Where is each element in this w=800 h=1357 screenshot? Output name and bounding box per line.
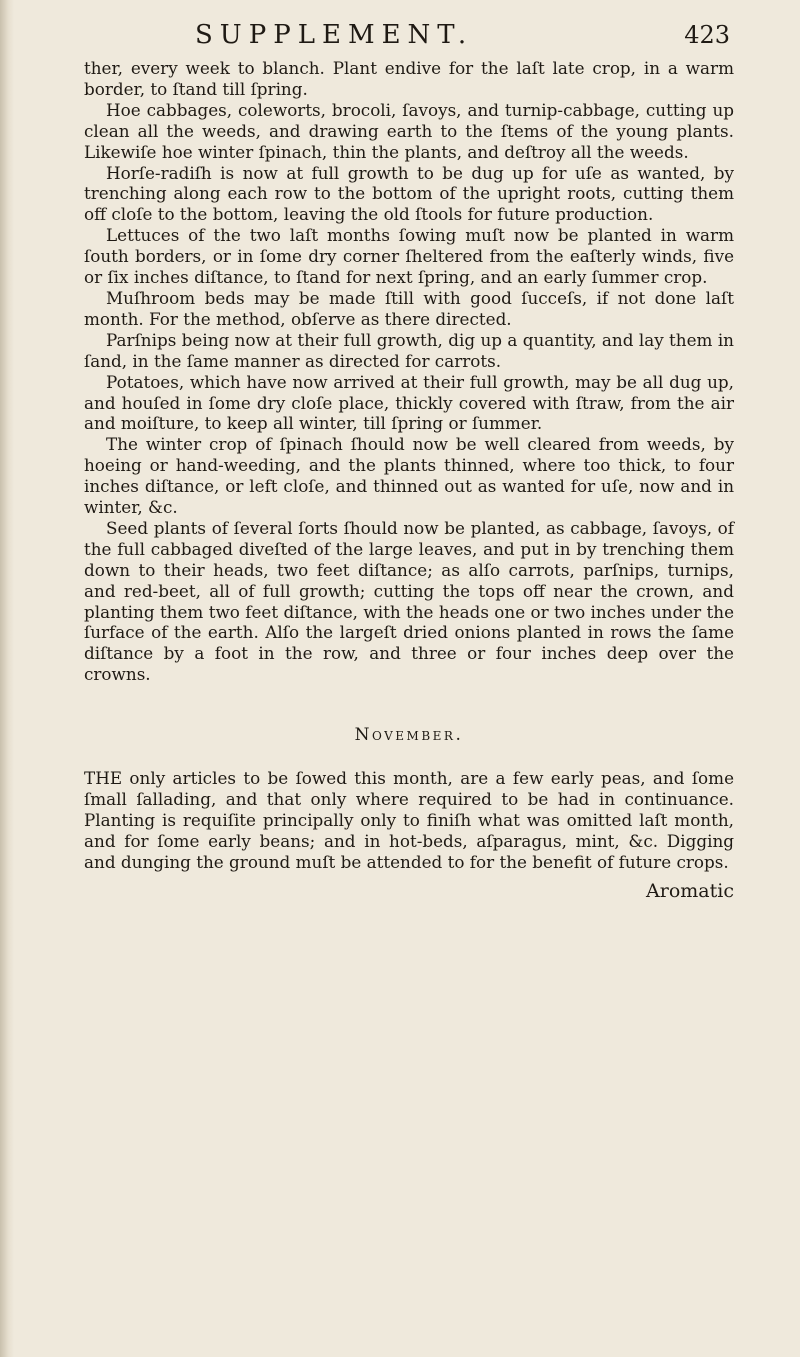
paragraph-potatoes: Potatoes, which have now arrived at their full growth, may be all dug up, and houſed in ſome dry cloſe place, thickly covered with ſtraw, from the air and moiſture, to keep all winter, till ſpring or ſummer. [84,371,734,434]
paragraph-horse-radish: Horſe-radiſh is now at full growth to be dug up for uſe as wanted, by trenching along each row to the bottom of the upright roots, cutting them off cloſe to the bottom, leaving the old ſtools for future production. [84,162,734,225]
paragraph-hoe-cabbages: Hoe cabbages, coleworts, brocoli, ſavoys, and turnip-cabbage, cutting up clean all the weeds, and drawing earth to the ſtems of the young plants. Likewiſe hoe winter ſpinach, thin the plants, and deſtroy all the weeds. [84,99,734,162]
running-title: SUPPLEMENT. [195,20,474,50]
paragraph-continued: ther, every week to blanch. Plant endive for the laſt late crop, in a warm border, to ſtand till ſpring. [84,58,734,99]
paragraph-november-intro: THE only articles to be ſowed this month, are a few early peas, and ſome ſmall ſallading, and that only where required to be had in continuance. Planting is requiſite principally only to finiſh what was omitted laſt month, and for ſome early beans; and in hot-beds, aſparagus, mint, &c. Digging and dunging the ground muſt be attended to for the benefit of future crops. [84,768,734,872]
body-text [84,58,734,902]
page-number: 423 [684,21,730,49]
paragraph-parsnips: Parſnips being now at their full growth, dig up a quantity, and lay them in ſand, in the ſame manner as directed for carrots. [84,329,734,371]
binding-shadow [0,0,14,1357]
paragraph-spinach: The winter crop of ſpinach ſhould now be well cleared from weeds, by hoeing or hand-weeding, and the plants thinned, where too thick, to four inches diſtance, or left cloſe, and thinned out as wanted for uſe, now and in winter, &c. [84,434,734,518]
paragraph-seed-plants: Seed plants of ſeveral ſorts ſhould now be planted, as cabbage, ſavoys, of the full cabbaged diveſted of the large leaves, and put in by trenching them down to their heads, two feet diſtance; as alſo carrots, parſnips, turnips, and red-beet, all of full growth; cutting the tops off near the crown, and planting them two feet diſtance, with the heads one or two inches under the ſurface of the earth. Alſo the largeſt dried onions planted in rows the ſame diſtance by a foot in the row, and three or four inches deep over the crowns. [84,517,734,685]
section-heading-november: November. [354,725,464,746]
paragraph-mushroom-beds: Muſhroom beds may be made ſtill with good ſucceſs, if not done laſt month. For the method, obſerve as there directed. [84,287,734,329]
running-head [195,18,730,52]
paragraph-lettuces: Lettuces of the two laſt months ſowing muſt now be planted in warm ſouth borders, or in ſome dry corner ſheltered from the eaſterly winds, five or ſix inches diſtance, to ſtand for next ſpring, and an early ſummer crop. [84,225,734,288]
catchword: Aromatic [646,879,734,902]
